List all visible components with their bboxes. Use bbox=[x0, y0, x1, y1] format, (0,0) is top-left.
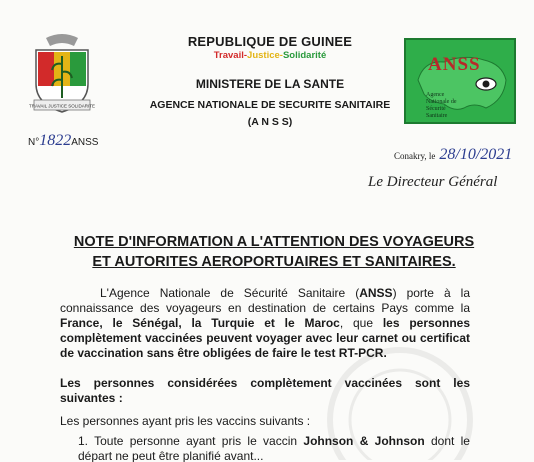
vaccinated-definition-heading: Les personnes considérées complètement vaccinées sont les suivantes : bbox=[60, 376, 470, 405]
date-line: Conakry, le 28/10/2021 bbox=[394, 146, 513, 163]
svg-text:TRAVAIL JUSTICE SOLIDARITE: TRAVAIL JUSTICE SOLIDARITE bbox=[29, 103, 95, 109]
agency-heading: AGENCE NATIONALE DE SECURITE SANITAIRE bbox=[149, 99, 391, 111]
anss-logo bbox=[404, 38, 516, 124]
signatory-title: Le Directeur Général bbox=[368, 174, 498, 190]
letterhead bbox=[150, 34, 390, 128]
intro-paragraph: L'Agence Nationale de Sécurité Sanitaire (ANSS) porte à la connaissance des voyageurs en destination de certains Pays comme la France, le Sénégal, la Turquie et le Maroc, que les personnes complètement vaccinées peuvent voyager avec leur carnet ou certificat de vaccination sans être obligées de faire le test RT-PCR. bbox=[60, 286, 471, 360]
reference-number: N°1822ANSS bbox=[28, 132, 99, 149]
agency-acronym: (A N S S) bbox=[247, 116, 293, 128]
vaccines-intro: Les personnes ayant pris les vaccins suivants : bbox=[60, 414, 311, 428]
anss-logo-subtitle: Agence Nationale de Sécurité Sanitaire bbox=[426, 92, 457, 119]
ministry-heading: MINISTERE DE LA SANTE bbox=[195, 77, 345, 91]
anss-logo-wordmark: ANSS bbox=[428, 54, 481, 75]
list-item: 1. Toute personne ayant pris le vaccin Johnson & Johnson dont le départ ne peut être planifié avant... bbox=[78, 434, 470, 462]
note-title: NOTE D'INFORMATION A L'ATTENTION DES VOYAGEURS ET AUTORITES AEROPORTUAIRES ET SANITAIRES. bbox=[73, 234, 475, 270]
national-motto: Travail-Justice-Solidarité bbox=[213, 50, 327, 61]
guinea-coat-of-arms-icon bbox=[28, 28, 96, 120]
handwritten-date: 28/10/2021 bbox=[439, 146, 513, 163]
republic-heading: REPUBLIQUE DE GUINEE bbox=[187, 34, 353, 49]
